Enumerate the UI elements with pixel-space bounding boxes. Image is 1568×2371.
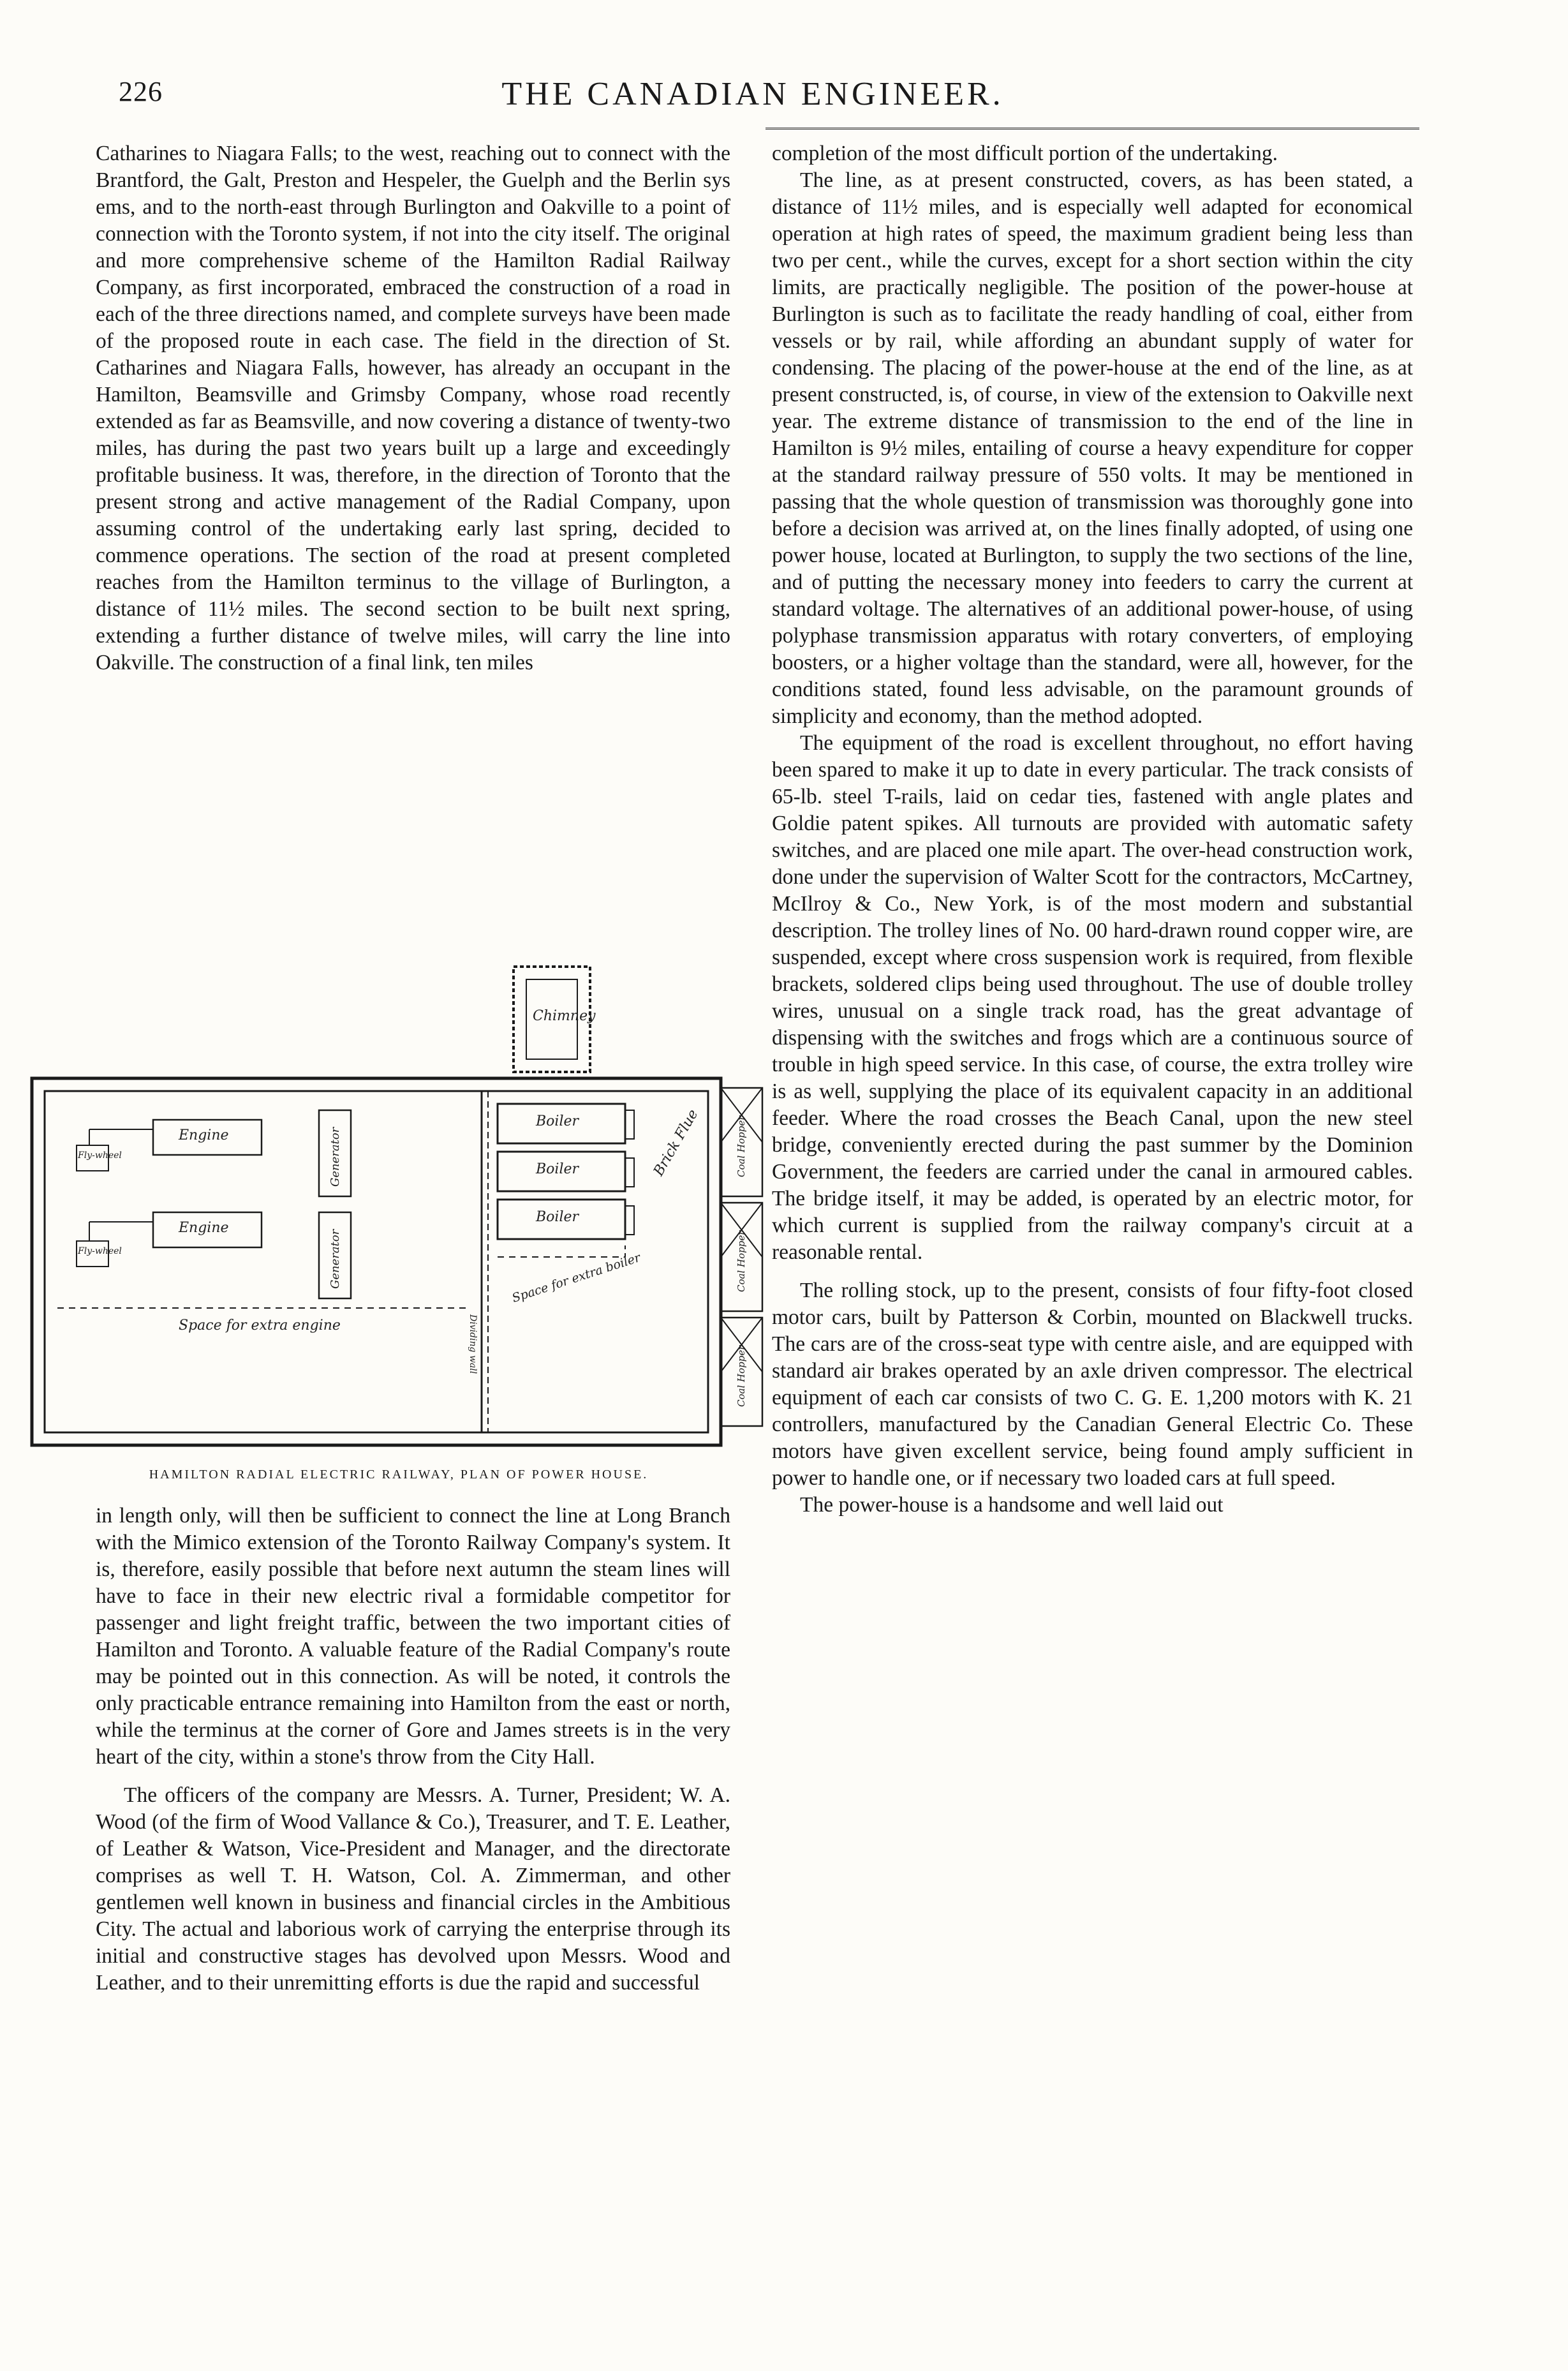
paragraph: completion of the most difficult portion of the undertaking. [772, 142, 1278, 165]
paragraph: The officers of the company are Messrs. A. Turner, President; W. A. Wood (of the firm of Wood Vallance & Co.), Treasurer, and T. E. Leather, of Leather & Watson, Vice-President and Manager, and the directorate comprises as well T. H. Watson, Col. A. Zimmerman, and other gentlemen well known in business and financial circles in the Ambitious City. The actual and laborious work of carrying the enterprise through its initial and constructive stages has devolved upon Messrs. Wood and Leather, and to their unremitting efforts is due the rapid and successful [96, 1783, 730, 1995]
paragraph: Catharines to Niagara Falls; to the west, reaching out to connect with the Brantford, the Galt, Preston and Hespeler, the Guelph and the Berlin sys ems, and to the north-east through Burlington and Oakville to a point of connection with the Toronto system, if not into the city itself. The original and more comprehensive scheme of the Hamilton Radial Railway Company, as first incorporated, embraced the construction of a road in each of the three directions named, and complete surveys have been made of the proposed route in each case. The field in the direction of St. Catharines and Niagara Falls, however, has already an occupant in the Hamilton, Beamsville and Grimsby Company, whose road recently extended as far as Beamsville, and now covering a distance of twenty-two miles, has during the past two years built up a large and exceedingly profitable business. It was, therefore, in the direction of Toronto that the present strong and active management of the Radial Company, upon assuming control of the undertaking early last spring, decided to commence operations. The section of the road at present completed reaches from the Hamilton terminus to the village of Burlington, a distance of 11½ miles. The second section to be built next spring, extending a further distance of twelve miles, will carry the line into Oakville. The construction of a final link, ten miles [96, 142, 730, 674]
page-number: 226 [119, 76, 163, 107]
paragraph: in length only, will then be sufficient to connect the line at Long Branch with the Mimico extension of the Toronto Railway Company's system. It is, therefore, easily possible that before next autumn the steam lines will have to face in their new electric rival a formidable competitor for passenger and light freight traffic, between the two important cities of Hamilton and Toronto. A valuable feature of the Radial Company's route may be pointed out in this connection. As will be noted, it controls the only practicable entrance remaining into Hamilton from the east or north, while the terminus at the corner of Gore and James streets is in the very heart of the city, within a stone's throw from the City Hall. [96, 1504, 730, 1769]
coal-hopper-label-2: Coal Hopper [736, 1230, 747, 1292]
coal-hopper-label-3: Coal Hopper [736, 1345, 747, 1407]
paragraph: The equipment of the road is excellent throughout, no effort having been spared to make it up to date in every particular. The track consists of 65-lb. steel T-rails, laid on cedar ties, fastened with angle plates and Goldie patent spikes. All turnouts are provided with automatic safety switches, and are placed one mile apart. The over-head construction work, done under the supervision of Walter Scott for the contractors, McCartney, McIlroy & Co., New York, is of the most modern and substantial description. The trolley lines of No. 00 hard-drawn round copper wire, are suspended, except where cross suspension work is required, from flexible brackets, soldered clips being used throughout. The use of double trolley wires, unusual on a single track road, has the great advantage of dispensing with the switches and frogs which are a continuous source of trouble in high speed service. In this case, of course, the extra trolley wire is as well, supplying the place of its equivalent capacity in an additional feeder. Where the road crosses the Beach Canal, upon the new steel bridge, conveniently erected during the past summer by the Dominion Government, the feeders are carried under the canal in armoured cables. The bridge itself, it may be added, is operated by an electric motor, for which current is supplied from the railway company's circuit at a reasonable rental. [772, 731, 1413, 1264]
engine-label-2: Engine [179, 1220, 229, 1236]
header-rule [766, 128, 1419, 130]
figure-caption: HAMILTON RADIAL ELECTRIC RAILWAY, PLAN OF POWER HOUSE. [149, 1468, 649, 1482]
coal-hopper-label-1: Coal Hopper [736, 1115, 747, 1177]
brick-flue-label: Brick Flue [651, 1106, 702, 1179]
power-house-plan-figure [29, 960, 769, 1490]
power-house-plan-drawing [29, 960, 769, 1471]
paragraph: The power-house is a handsome and well laid out [800, 1493, 1224, 1517]
generator-label-2: Generator [329, 1229, 342, 1289]
running-head: THE CANADIAN ENGINEER. [501, 76, 1004, 112]
flywheel-label-2: Fly-wheel [78, 1246, 122, 1256]
right-column [772, 140, 1413, 1519]
boiler-label-3: Boiler [536, 1209, 579, 1225]
left-column-top [96, 140, 730, 676]
dividing-wall-label: Dividing wall [468, 1314, 478, 1374]
paragraph: The rolling stock, up to the present, consists of four fifty-foot closed motor cars, built by Patterson & Corbin, mounted on Blackwell trucks. The cars are of the cross-seat type with centre aisle, and are equipped with standard air brakes operated by an axle driven compressor. The electrical equipment of each car consists of two C. G. E. 1,200 motors with K. 21 controllers, manufactured by the Canadian General Electric Co. These motors have given excellent service, being found amply sufficient in power to handle one, or if necessary two loaded cars at full speed. [772, 1279, 1413, 1490]
boiler-label-2: Boiler [536, 1161, 579, 1177]
page-header [89, 75, 1416, 120]
engine-label-1: Engine [179, 1127, 229, 1143]
generator-label-1: Generator [329, 1127, 342, 1187]
flywheel-label-1: Fly-wheel [78, 1150, 122, 1161]
space-extra-engine-label: Space for extra engine [179, 1318, 341, 1334]
paragraph: The line, as at present constructed, covers, as has been stated, a distance of 11½ miles, and is especially well adapted for economical operation at high rates of speed, the maximum gradient being less than two per cent., while the curves, except for a short section within the city limits, are practically negligible. The position of the power-house at Burlington is such as to facilitate the ready handling of coal, either from vessels or by rail, while affording an abundant supply of water for condensing. The placing of the power-house at the end of the line, as at present constructed, is, of course, in view of the extension to Oakville next year. The extreme distance of transmission to the end of the line in Hamilton is 9½ miles, entailing of course a heavy expenditure for copper at the standard railway pressure of 550 volts. It may be mentioned in passing that the whole question of transmission was thoroughly gone into before a decision was arrived at, on the lines finally adopted, of using one power house, located at Burlington, to supply the two sections of the line, and of putting the necessary money into feeders to carry the current at standard voltage. The alternatives of an additional power-house, of using polyphase transmission apparatus with rotary converters, of employing boosters, or a higher voltage than the standard, were all, however, for the conditions stated, found less advisable, on the paramount grounds of simplicity and economy, than the method adopted. [772, 168, 1413, 728]
left-column-bottom [96, 1503, 730, 1996]
space-extra-boiler-label: Space for extra boiler [510, 1251, 642, 1305]
boiler-label-1: Boiler [536, 1113, 579, 1129]
chimney-label: Chimney [533, 1008, 596, 1024]
